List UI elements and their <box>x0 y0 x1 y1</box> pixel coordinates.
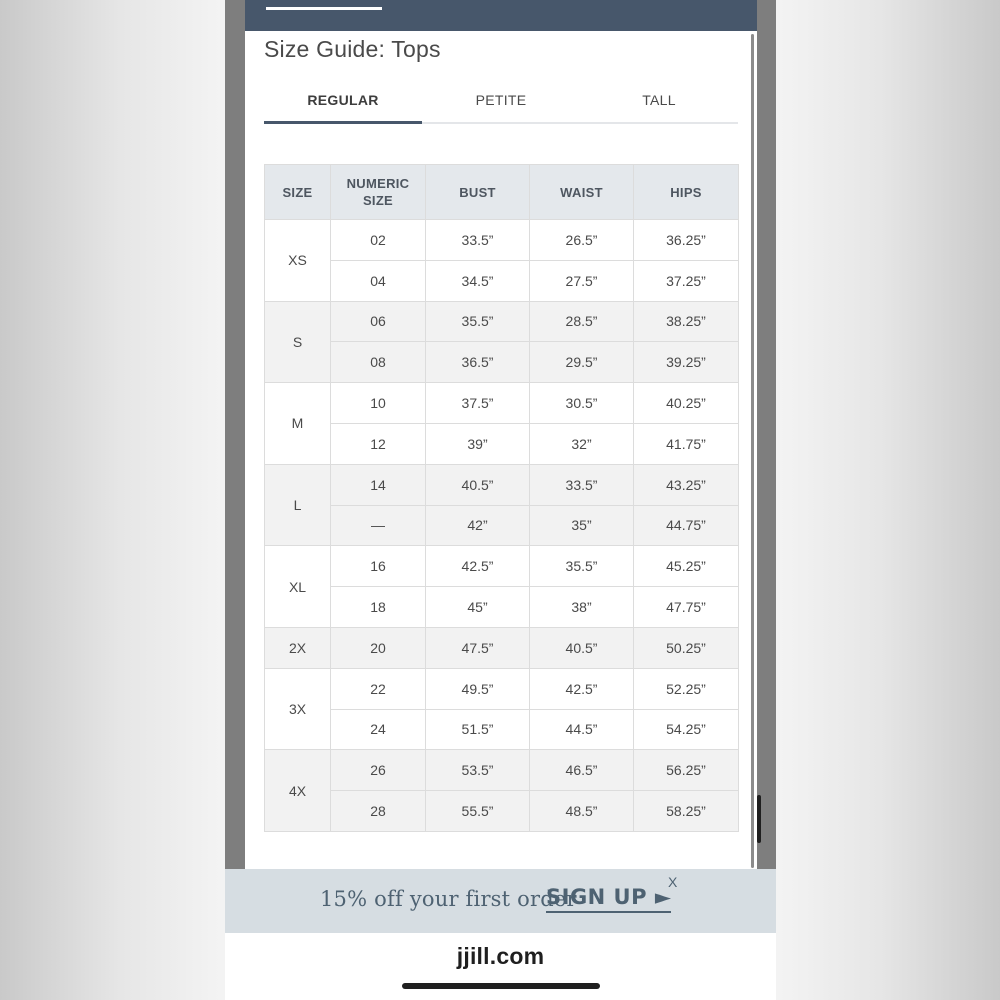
waist-cell: 30.5” <box>530 383 634 424</box>
size-chart-table <box>264 164 739 832</box>
waist-cell: 29.5” <box>530 342 634 383</box>
numeric-size-cell: 20 <box>331 627 426 668</box>
waist-cell: 48.5” <box>530 791 634 832</box>
modal-header-bar <box>245 0 757 31</box>
size-label-cell: S <box>265 301 331 383</box>
waist-cell: 33.5” <box>530 464 634 505</box>
table-row <box>265 505 739 546</box>
numeric-size-cell: 06 <box>331 301 426 342</box>
table-body <box>265 220 739 832</box>
header-numeric-size <box>331 165 426 220</box>
size-label-cell: 2X <box>265 627 331 668</box>
waist-cell: 44.5” <box>530 709 634 750</box>
header-hips: HIPS <box>634 165 739 220</box>
hips-cell: 56.25” <box>634 750 739 791</box>
bust-cell: 34.5” <box>426 260 530 301</box>
bust-cell: 51.5” <box>426 709 530 750</box>
phone-screen <box>225 0 776 1000</box>
table-row <box>265 220 739 261</box>
numeric-size-cell: 08 <box>331 342 426 383</box>
device-side-button <box>757 795 761 843</box>
promo-banner <box>225 869 776 933</box>
waist-cell: 28.5” <box>530 301 634 342</box>
table-row <box>265 342 739 383</box>
numeric-size-cell: 24 <box>331 709 426 750</box>
hips-cell: 40.25” <box>634 383 739 424</box>
hips-cell: 58.25” <box>634 791 739 832</box>
bust-cell: 55.5” <box>426 791 530 832</box>
waist-cell: 32” <box>530 423 634 464</box>
waist-cell: 46.5” <box>530 750 634 791</box>
waist-cell: 35” <box>530 505 634 546</box>
browser-address-bar <box>225 933 776 1000</box>
size-label-cell: L <box>265 464 331 546</box>
numeric-size-cell: 28 <box>331 791 426 832</box>
table-row <box>265 423 739 464</box>
hips-cell: 39.25” <box>634 342 739 383</box>
size-guide-modal <box>245 0 757 870</box>
table-row <box>265 791 739 832</box>
url-label[interactable]: jjill.com <box>456 943 545 969</box>
table-header-row <box>265 165 739 220</box>
hips-cell: 54.25” <box>634 709 739 750</box>
waist-cell: 42.5” <box>530 668 634 709</box>
header-bust: BUST <box>426 165 530 220</box>
tab-tall[interactable]: TALL <box>642 92 676 108</box>
header-size: SIZE <box>265 165 331 220</box>
table-row <box>265 627 739 668</box>
header-waist: WAIST <box>530 165 634 220</box>
size-label-cell: M <box>265 383 331 465</box>
table-row <box>265 750 739 791</box>
bust-cell: 33.5” <box>426 220 530 261</box>
bust-cell: 42.5” <box>426 546 530 587</box>
hips-cell: 52.25” <box>634 668 739 709</box>
numeric-size-cell: 16 <box>331 546 426 587</box>
hips-cell: 38.25” <box>634 301 739 342</box>
numeric-size-cell: 04 <box>331 260 426 301</box>
close-icon[interactable]: X <box>668 874 678 890</box>
bust-cell: 36.5” <box>426 342 530 383</box>
bust-cell: 39” <box>426 423 530 464</box>
table-row <box>265 546 739 587</box>
numeric-size-cell: 14 <box>331 464 426 505</box>
page-title: Size Guide: Tops <box>264 36 441 62</box>
table-row <box>265 587 739 628</box>
scrollbar[interactable] <box>751 34 754 868</box>
hips-cell: 43.25” <box>634 464 739 505</box>
table-row <box>265 668 739 709</box>
numeric-size-cell: 26 <box>331 750 426 791</box>
bust-cell: 53.5” <box>426 750 530 791</box>
numeric-size-cell: 18 <box>331 587 426 628</box>
table-row <box>265 464 739 505</box>
bust-cell: 49.5” <box>426 668 530 709</box>
bust-cell: 37.5” <box>426 383 530 424</box>
hips-cell: 50.25” <box>634 627 739 668</box>
numeric-size-cell: — <box>331 505 426 546</box>
waist-cell: 38” <box>530 587 634 628</box>
size-type-tabs <box>264 78 738 124</box>
sign-up-link[interactable]: SIGN UP ► <box>546 885 671 913</box>
numeric-size-cell: 12 <box>331 423 426 464</box>
numeric-size-cell: 02 <box>331 220 426 261</box>
home-indicator[interactable] <box>402 983 600 989</box>
size-label-cell: 3X <box>265 668 331 750</box>
table-row <box>265 260 739 301</box>
numeric-size-cell: 22 <box>331 668 426 709</box>
tab-petite[interactable]: PETITE <box>475 92 527 108</box>
bust-cell: 40.5” <box>426 464 530 505</box>
table-row <box>265 383 739 424</box>
bust-cell: 42” <box>426 505 530 546</box>
hips-cell: 47.75” <box>634 587 739 628</box>
hips-cell: 36.25” <box>634 220 739 261</box>
hips-cell: 41.75” <box>634 423 739 464</box>
promo-text: 15% off your first order <box>320 887 577 911</box>
bust-cell: 45” <box>426 587 530 628</box>
waist-cell: 40.5” <box>530 627 634 668</box>
hips-cell: 45.25” <box>634 546 739 587</box>
bust-cell: 35.5” <box>426 301 530 342</box>
table-row <box>265 709 739 750</box>
tab-regular[interactable]: REGULAR <box>264 78 422 122</box>
header-numeric-size-label: NUMERIC SIZE <box>346 176 410 208</box>
hips-cell: 44.75” <box>634 505 739 546</box>
size-label-cell: XL <box>265 546 331 628</box>
table-row <box>265 301 739 342</box>
bust-cell: 47.5” <box>426 627 530 668</box>
hips-cell: 37.25” <box>634 260 739 301</box>
waist-cell: 35.5” <box>530 546 634 587</box>
header-underline-accent <box>266 7 382 10</box>
waist-cell: 26.5” <box>530 220 634 261</box>
size-label-cell: XS <box>265 220 331 302</box>
size-label-cell: 4X <box>265 750 331 832</box>
numeric-size-cell: 10 <box>331 383 426 424</box>
waist-cell: 27.5” <box>530 260 634 301</box>
